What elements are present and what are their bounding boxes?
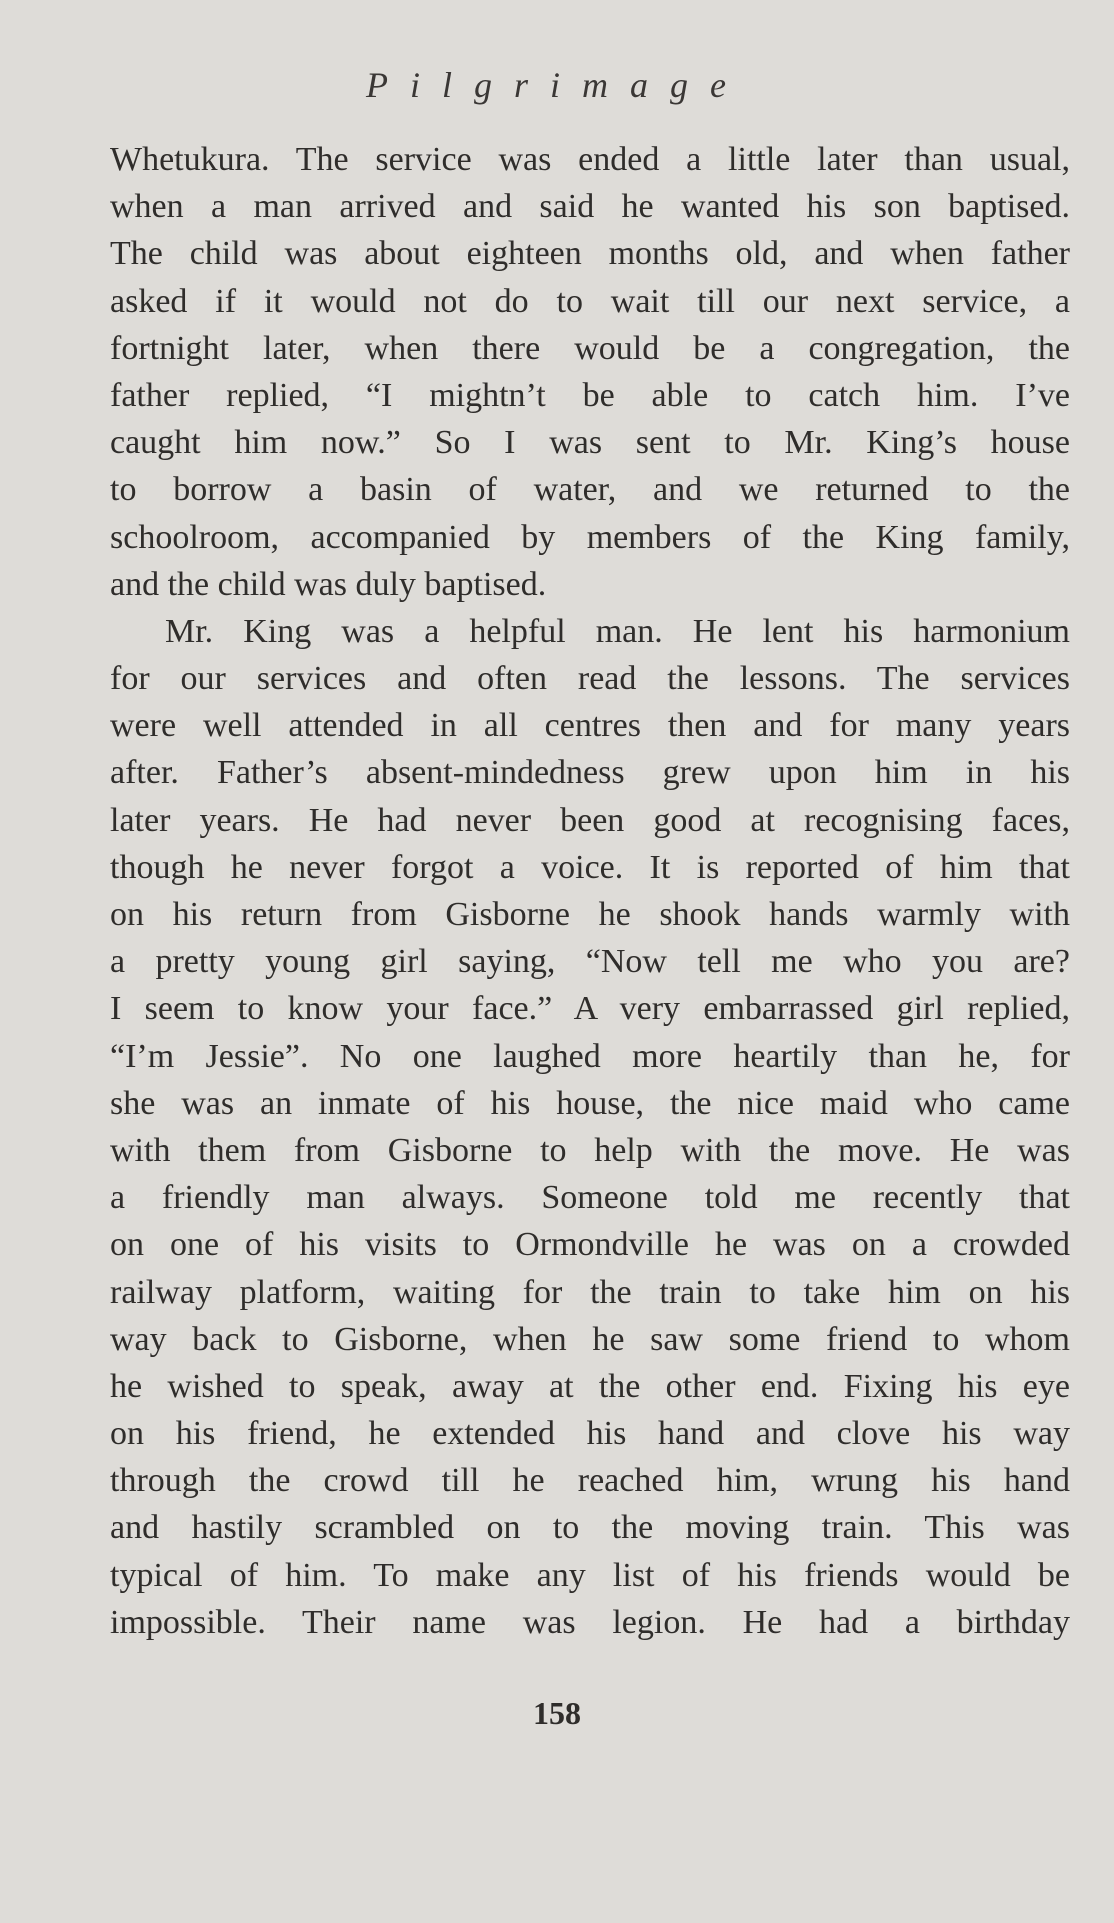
text-line: asked if it would not do to wait till our next service, a	[110, 282, 1070, 320]
text-line: he wished to speak, away at the other end. Fixing his eye	[110, 1367, 1070, 1405]
body-text	[110, 136, 1070, 1646]
text-line: with them from Gisborne to help with the move. He was	[110, 1131, 1070, 1169]
text-line: when a man arrived and said he wanted his son baptised.	[110, 188, 1070, 226]
text-line: were well attended in all centres then and for many years	[110, 707, 1070, 745]
text-line: a pretty young girl saying, “Now tell me who you are?	[110, 943, 1070, 981]
text-line: Whetukura. The service was ended a little later than usual,	[110, 141, 1070, 178]
text-line: fortnight later, when there would be a congregation, the	[110, 329, 1070, 367]
text-line: way back to Gisborne, when he saw some friend to whom	[110, 1320, 1070, 1358]
text-line: The child was about eighteen months old, and when father	[110, 235, 1070, 273]
text-line: Mr. King was a helpful man. He lent his harmonium	[165, 612, 1070, 650]
text-line: on his return from Gisborne he shook hands warmly with	[110, 896, 1070, 933]
text-line: on his friend, he extended his hand and clove his way	[110, 1415, 1070, 1453]
text-line: through the crowd till he reached him, wrung his hand	[110, 1462, 1070, 1500]
text-line: and hastily scrambled on to the moving train. This was	[110, 1509, 1070, 1547]
page-number: 158	[533, 1695, 581, 1731]
text-line: impossible. Their name was legion. He had a birthday	[110, 1603, 1070, 1641]
text-line: typical of him. To make any list of his friends would be	[110, 1556, 1070, 1594]
text-line: for our services and often read the lessons. The services	[110, 660, 1070, 698]
text-line: later years. He had never been good at recognising faces,	[110, 801, 1070, 839]
text-line: a friendly man always. Someone told me recently that	[110, 1179, 1070, 1217]
text-line: she was an inmate of his house, the nice maid who came	[110, 1084, 1070, 1122]
text-line: schoolroom, accompanied by members of the King family,	[110, 518, 1070, 556]
text-line: after. Father’s absent-mindedness grew upon him in his	[110, 754, 1070, 792]
text-line: and the child was duly baptised.	[110, 565, 547, 603]
text-line: caught him now.” So I was sent to Mr. King’s house	[110, 424, 1070, 462]
running-head: Pilgrimage	[366, 65, 748, 105]
text-line: though he never forgot a voice. It is reported of him that	[110, 848, 1070, 886]
text-line: father replied, “I mightn’t be able to catch him. I’ve	[110, 376, 1070, 414]
text-line: on one of his visits to Ormondville he was on a crowded	[110, 1226, 1070, 1264]
text-line: I seem to know your face.” A very embarrassed girl replied,	[110, 990, 1070, 1028]
text-line: to borrow a basin of water, and we returned to the	[110, 471, 1070, 509]
text-line: “I’m Jessie”. No one laughed more heartily than he, for	[110, 1037, 1070, 1075]
text-line: railway platform, waiting for the train to take him on his	[110, 1273, 1070, 1311]
